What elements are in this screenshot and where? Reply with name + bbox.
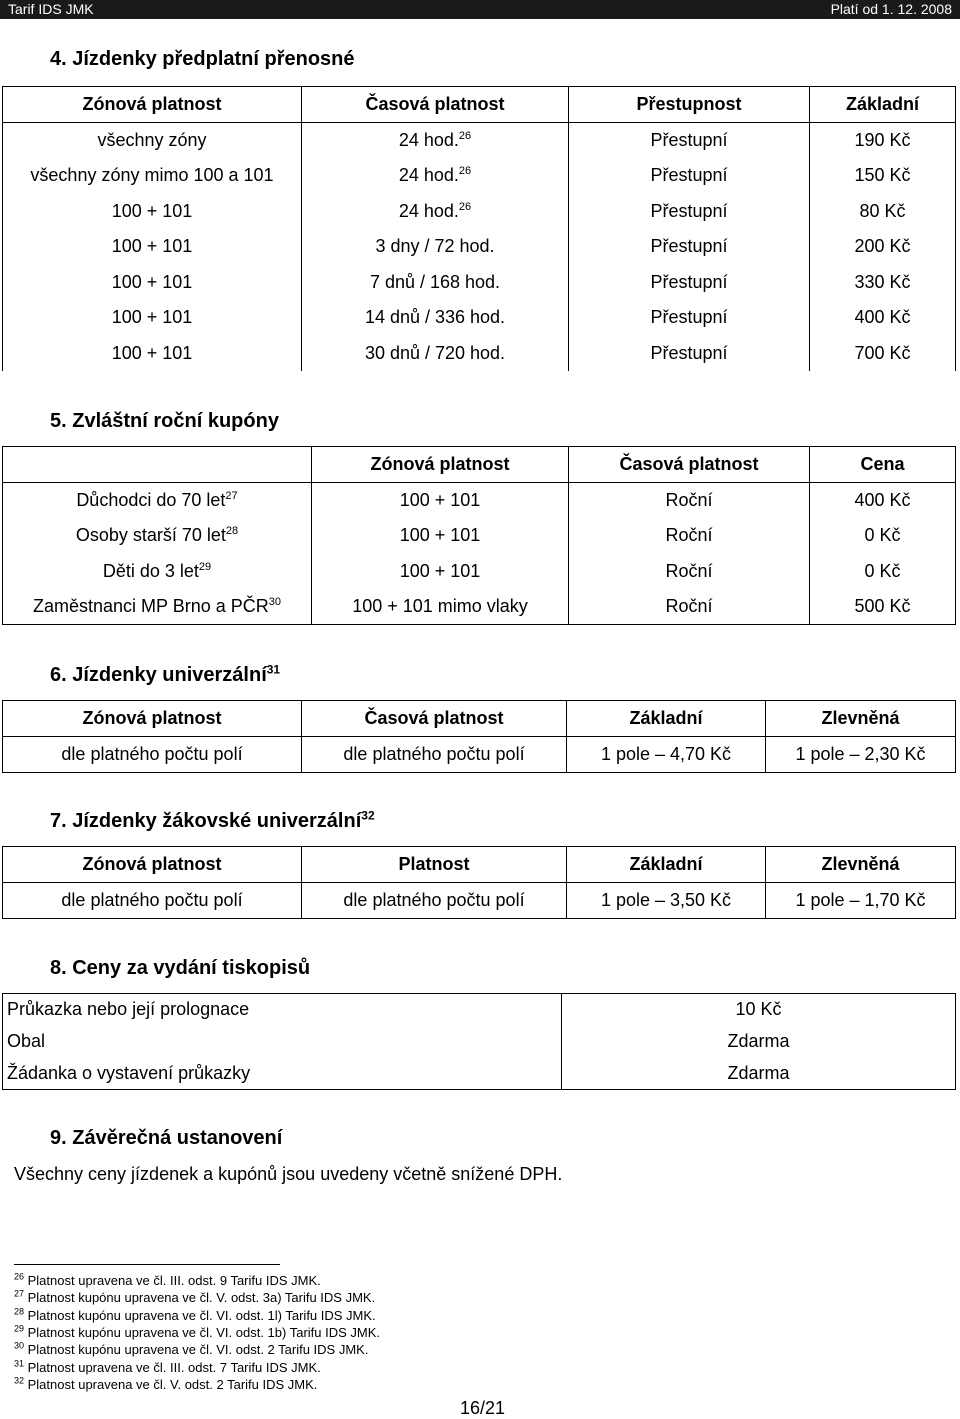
table-cell: dle platného počtu polí (3, 883, 302, 919)
footnote-number: 27 (14, 1288, 25, 1299)
column-header: Základní (567, 701, 766, 737)
table-row (3, 483, 956, 519)
column-header: Základní (567, 847, 766, 883)
table-row (3, 554, 956, 590)
table-header-row (3, 847, 956, 883)
time-cell: Roční (569, 554, 810, 590)
zone-cell: všechny zóny (3, 123, 302, 159)
section-8-title: 8. Ceny za vydání tiskopisů (50, 957, 311, 979)
footnote (14, 1289, 375, 1306)
footnote (14, 1376, 317, 1393)
page-number: 16/21 (460, 1398, 506, 1418)
footnote-text: Platnost upravena ve čl. V. odst. 2 Tarifu IDS JMK. (24, 1376, 318, 1392)
item-cell: Průkazka nebo její prolognace (3, 994, 562, 1026)
table-row (3, 123, 956, 159)
footnote-text: Platnost upravena ve čl. III. odst. 7 Tarifu IDS JMK. (24, 1359, 321, 1375)
zone-cell: 100 + 101 (3, 194, 302, 230)
footnote-number: 29 (14, 1323, 25, 1334)
transfer-cell: Přestupní (569, 123, 810, 159)
zone-cell: 100 + 101 (3, 300, 302, 336)
table-row (3, 518, 956, 554)
transfer-cell: Přestupní (569, 300, 810, 336)
column-header (3, 447, 312, 483)
section-6-table (2, 700, 956, 773)
footnote (14, 1324, 380, 1341)
footnote-ref: 32 (361, 808, 375, 823)
column-header: Přestupnost (569, 87, 810, 123)
table-cell: 1 pole – 1,70 Kč (766, 883, 956, 919)
zone-cell: 100 + 101 (312, 518, 569, 554)
column-header: Zlevněná (766, 847, 956, 883)
who-cell: Důchodci do 70 let$^{27}$ (3, 483, 312, 519)
footnote-number: 26 (14, 1271, 25, 1282)
zone-cell: 100 + 101 (3, 229, 302, 265)
table-row (3, 229, 956, 265)
table-row (3, 1058, 956, 1090)
section-8-table (2, 993, 956, 1090)
who-cell: Děti do 3 let$^{29}$ (3, 554, 312, 590)
column-header: Základní (810, 87, 956, 123)
footnote-ref: 28 (225, 525, 239, 538)
item-cell: Obal (3, 1026, 562, 1058)
table-cell: 1 pole – 2,30 Kč (766, 737, 956, 773)
zone-cell: 100 + 101 (312, 554, 569, 590)
table-cell: dle platného počtu polí (302, 883, 567, 919)
footnote-ref: 26 (458, 165, 472, 178)
transfer-cell: Přestupní (569, 265, 810, 301)
table-row (3, 737, 956, 773)
time-cell: Roční (569, 518, 810, 554)
price-cell: 330 Kč (810, 265, 956, 301)
footnote (14, 1359, 321, 1376)
footnote-ref: 30 (268, 596, 281, 608)
time-cell: 7 dnů / 168 hod. (302, 265, 569, 301)
footnote-ref: 31 (266, 662, 281, 677)
table-row (3, 336, 956, 372)
price-cell: 0 Kč (810, 554, 956, 590)
price-cell: Zdarma (562, 1058, 956, 1090)
transfer-cell: Přestupní (569, 229, 810, 265)
column-header: Zónová platnost (3, 701, 302, 737)
time-cell: 24 hod.$^{26}$ (302, 123, 569, 159)
table-row (3, 194, 956, 230)
column-header: Zlevněná (766, 701, 956, 737)
time-cell: 30 dnů / 720 hod. (302, 336, 569, 372)
footnote-ref: 29 (198, 560, 212, 573)
footnote (14, 1272, 321, 1289)
zone-cell: 100 + 101 (3, 336, 302, 372)
transfer-cell: Přestupní (569, 194, 810, 230)
footnote-text: Platnost kupónu upravena ve čl. VI. odst. 1b) Tarifu IDS JMK. (24, 1324, 381, 1340)
table-cell: dle platného počtu polí (302, 737, 567, 773)
footnote-text: Platnost upravena ve čl. III. odst. 9 Tarifu IDS JMK. (24, 1273, 321, 1288)
price-cell: 10 Kč (562, 994, 956, 1026)
table-row (3, 158, 956, 194)
table-row (3, 300, 956, 336)
table-row (3, 1026, 956, 1058)
column-header: Časová platnost (302, 87, 569, 123)
header-title: Tarif IDS JMK (8, 1, 94, 17)
time-cell: 24 hod.$^{26}$ (302, 194, 569, 230)
price-cell: 80 Kč (810, 194, 956, 230)
section-4-title: 4. Jízdenky předplatní přenosné (50, 48, 355, 70)
price-cell: 0 Kč (810, 518, 956, 554)
transfer-cell: Přestupní (569, 158, 810, 194)
table-header-row (3, 701, 956, 737)
footnote-text: Platnost kupónu upravena ve čl. VI. odst. 1l) Tarifu IDS JMK. (24, 1307, 376, 1323)
price-cell: 700 Kč (810, 336, 956, 372)
zone-cell: 100 + 101 (312, 483, 569, 519)
footnote-ref: 26 (458, 200, 472, 213)
column-header: Časová platnost (302, 701, 567, 737)
table-cell: dle platného počtu polí (3, 737, 302, 773)
column-header: Cena (810, 447, 956, 483)
time-cell: Roční (569, 483, 810, 519)
column-header: Platnost (302, 847, 567, 883)
time-cell: 24 hod.$^{26}$ (302, 158, 569, 194)
transfer-cell: Přestupní (569, 336, 810, 372)
price-cell: 500 Kč (810, 589, 956, 625)
page-header (0, 0, 960, 19)
table-header-row (3, 447, 956, 483)
footnote-number: 28 (14, 1306, 25, 1317)
table-row (3, 589, 956, 625)
footnote-separator (14, 1264, 280, 1265)
item-cell: Žádanka o vystavení průkazky (3, 1058, 562, 1090)
section-6-title: 6. Jízdenky univerzální$^{31}$ (50, 662, 281, 686)
price-cell: 400 Kč (810, 300, 956, 336)
header-valid-from: Platí od 1. 12. 2008 (830, 1, 952, 17)
column-header: Zónová platnost (3, 87, 302, 123)
who-cell: Zaměstnanci MP Brno a PČR$^{30}$ (3, 589, 312, 625)
column-header: Zónová platnost (312, 447, 569, 483)
table-header-row (3, 87, 956, 123)
table-row (3, 994, 956, 1026)
table-row (3, 883, 956, 919)
price-cell: 400 Kč (810, 483, 956, 519)
who-cell: Osoby starší 70 let$^{28}$ (3, 518, 312, 554)
time-cell: 14 dnů / 336 hod. (302, 300, 569, 336)
footnote-number: 30 (14, 1340, 25, 1351)
price-cell: Zdarma (562, 1026, 956, 1058)
footnote-number: 32 (14, 1375, 25, 1386)
section-4-table (2, 86, 956, 371)
time-cell: Roční (569, 589, 810, 625)
column-header: Časová platnost (569, 447, 810, 483)
price-cell: 200 Kč (810, 229, 956, 265)
table-cell: 1 pole – 3,50 Kč (567, 883, 766, 919)
table-cell: 1 pole – 4,70 Kč (567, 737, 766, 773)
time-cell: 3 dny / 72 hod. (302, 229, 569, 265)
vat-note: Všechny ceny jízdenek a kupónů jsou uvedeny včetně snížené DPH. (14, 1164, 563, 1184)
zone-cell: všechny zóny mimo 100 a 101 (3, 158, 302, 194)
footnote (14, 1307, 376, 1324)
table-row (3, 265, 956, 301)
zone-cell: 100 + 101 mimo vlaky (312, 589, 569, 625)
footnote-text: Platnost kupónu upravena ve čl. VI. odst. 2 Tarifu IDS JMK. (24, 1342, 369, 1358)
section-7-table (2, 846, 956, 919)
section-5-table (2, 446, 956, 625)
footnote-ref: 26 (458, 130, 472, 142)
section-9-title: 9. Závěrečná ustanovení (50, 1127, 283, 1149)
section-5-title: 5. Zvláštní roční kupóny (50, 410, 279, 432)
footnote-number: 31 (14, 1358, 25, 1369)
section-7-title: 7. Jízdenky žákovské univerzální$^{32}$ (50, 808, 375, 832)
footnote (14, 1341, 368, 1358)
footnote-ref: 27 (225, 490, 238, 502)
price-cell: 150 Kč (810, 158, 956, 194)
price-cell: 190 Kč (810, 123, 956, 159)
zone-cell: 100 + 101 (3, 265, 302, 301)
column-header: Zónová platnost (3, 847, 302, 883)
footnote-text: Platnost kupónu upravena ve čl. V. odst. 3a) Tarifu IDS JMK. (24, 1290, 376, 1306)
